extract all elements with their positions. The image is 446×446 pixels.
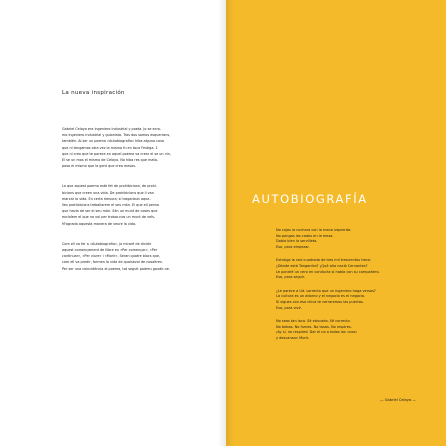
- stanza-2: [276, 258, 426, 280]
- verse-line: Eso, para vivir.: [276, 305, 302, 310]
- text-line: también. Al ser un poema «Autobiografía» hiba alguna cosa: [62, 139, 164, 144]
- paragraph-3: [62, 241, 200, 272]
- text-line: com ell va predir, formen la vida de qualsevol de nosaltres.: [62, 260, 163, 265]
- verse-line: ¡Ay sí, no respires! Dar el no a todos los «nos»: [276, 330, 358, 335]
- text-line: Per ser una coincidència el poema, tot seguit podreu gaudir-ne.: [62, 266, 170, 271]
- verse-line: Extraiga la raíz cuadrada de tres mil trescientos trece.: [276, 258, 372, 263]
- paragraph-1: [62, 126, 200, 169]
- text-line: Lo que aquest poema està fet de prohibicions, de prohi-: [62, 184, 158, 189]
- verse-line: Eso, para seguir.: [276, 275, 306, 280]
- text-line: lles prohibicions treballarem el seu món. El que ell pensa: [62, 203, 159, 208]
- right-page: [226, 0, 446, 446]
- text-line: que ni tengamos otra vez la misma fu en toca Festiga. 1: [62, 145, 158, 150]
- stanza-1: [276, 228, 426, 250]
- text-line: Com ell va fer a «Autobiografía», jo miraré de dividir: [62, 241, 152, 246]
- verse-line: Eso, para empezar.: [276, 244, 310, 249]
- text-line: continuar», «Per viure» i «Morir». Seran quatre blocs que,: [62, 254, 161, 259]
- verse-line: No bebas. No fumes. No tosas. No respires.: [276, 324, 352, 329]
- poem-signature: — Gabriel Celaya —: [380, 398, 416, 402]
- stanza-3: [276, 289, 426, 311]
- text-line: que ni creo que te parece en aquel poema va crear el se un nin,: [62, 151, 171, 156]
- verse-line: Le pondré un cero en conducta si habla con su compañero.: [276, 269, 380, 274]
- poem-title: AUTOBIOGRAFÍA: [252, 192, 368, 206]
- text-line: pasa el mismo que la gent que crea mesos.: [62, 164, 137, 169]
- verse-line: ¿Le parece a Ud. correcto que un ingeniero haga versos?: [276, 288, 376, 293]
- text-line: M'agrada aquesta manera de veure la vida.: [62, 221, 137, 226]
- poem-body: [276, 228, 426, 350]
- verse-line: y descansar: Morir.: [276, 335, 310, 340]
- verse-line: Dobla bien la servilleta.: [276, 239, 318, 244]
- text-line: excloïem el que no vol per trobar-nos un munt de veïs-: [62, 215, 156, 220]
- text-line: Gabriel Celaya era ingeniero industrial y poeta. Jo se ecro-: [62, 127, 162, 131]
- verse-line: Si sigues con esa chica te cerraremos las puertas.: [276, 299, 364, 304]
- verse-line: La cultura es un adorno y el negocio es el negocio.: [276, 294, 366, 299]
- stanza-4: [276, 319, 426, 341]
- text-line: bicions que creen una vida. De prohibicions que li van: [62, 190, 154, 195]
- body-text: [62, 126, 200, 278]
- text-line: que havia de ser el seu món. Sén un munt de coses que: [62, 209, 158, 214]
- text-line: mo ingeniero industrial y guionista. Tras dos somos esquerrans,: [62, 133, 171, 138]
- verse-line: No pongas los codos en la mesa.: [276, 233, 334, 238]
- text-line: aquest començament de llibre en «Per començar», «Per: [62, 248, 158, 253]
- verse-line: No cojas la cuchara con la mano izquierda.: [276, 228, 352, 232]
- paragraph-2: [62, 183, 200, 226]
- verse-line: No seas tan loco. Sé educado. Sé correcto.: [276, 319, 351, 324]
- text-line: El se un mos el mismo de Celaya. No hiba res que mata-: [62, 158, 159, 163]
- running-head: La nueva inspiración: [62, 90, 125, 96]
- verse-line: ¿Dónde está Tanganika? ¿Qué año nació Cervantes?: [276, 263, 368, 268]
- text-line: marcar la vida. En certa mesura, sí tragaràsin aque-: [62, 196, 151, 201]
